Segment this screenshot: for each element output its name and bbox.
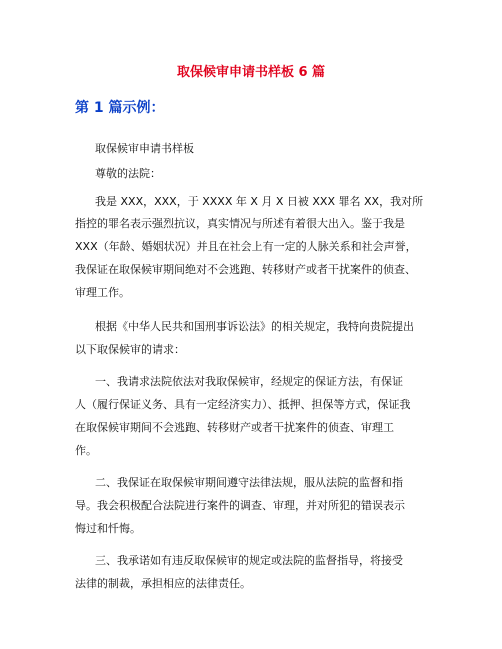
- text-line: 作。: [75, 444, 97, 457]
- text-line: 尊敬的法院：: [95, 167, 161, 180]
- text-line: 三、我承诺如有违反取保候审的规定或法院的监督指导，将接受: [95, 554, 403, 567]
- text-line: 取保候审申请书样板: [95, 142, 194, 155]
- text-line: 二、我保证在取保候审期间遵守法律法规，服从法院的监督和指: [95, 476, 403, 489]
- text-line: 根据《中华人民共和国刑事诉讼法》的相关规定，我特向贵院提出: [95, 320, 414, 333]
- text-line: XXX（年龄、婚姻状况）并且在社会上有一定的人脉关系和社会声誉，: [75, 240, 417, 253]
- text-line: 导。我会积极配合法院进行案件的调查、审理，并对所犯的错误表示: [75, 499, 405, 512]
- document-title: 取保候审申请书样板 6 篇: [176, 65, 326, 80]
- text-line: 悔过和忏悔。: [75, 522, 141, 535]
- text-line: 法律的制裁，承担相应的法律责任。: [75, 577, 251, 590]
- text-line: 我保证在取保候审期间绝对不会逃跑、转移财产或者干扰案件的侦查、: [75, 263, 416, 276]
- text-line: 审理工作。: [75, 286, 130, 299]
- text-line: 人（履行保证义务、具有一定经济实力）、抵押、担保等方式，保证我: [75, 398, 411, 411]
- text-line: 在取保候审期间不会逃跑、转移财产或者干扰案件的侦查、审理工: [75, 421, 394, 434]
- text-line: 我是 XXX，XXX，于 XXXX 年 X 月 X 日被 XXX 罪名 XX，我对所: [95, 195, 424, 208]
- text-line: 一、我请求法院依法对我取保候审，经规定的保证方法，有保证: [95, 375, 403, 388]
- text-line: 指控的罪名表示强烈抗议，真实情况与所述有着很大出入。鉴于我是: [75, 217, 405, 230]
- text-line: 以下取保候审的请求：: [75, 343, 185, 356]
- section-heading: 第 1 篇示例：: [75, 100, 165, 116]
